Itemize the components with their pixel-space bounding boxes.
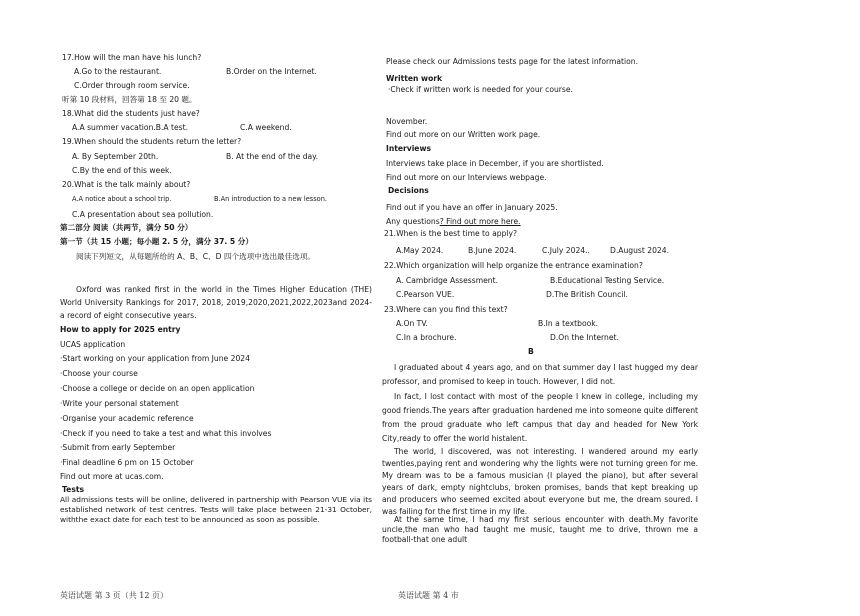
q18-options-ab: A.A summer vacation.B.A test.: [72, 123, 189, 132]
q20-option-a: A.A notice about a school trip.: [72, 195, 172, 203]
section1-title: 第一节（共 15 小题；每小题 2. 5 分，满分 37. 5 分）: [60, 237, 253, 246]
q22-stem: 22.Which organization will help organize the entrance examination?: [384, 261, 643, 270]
q21-option-c: C.July 2024..: [542, 246, 590, 255]
step-7: ·Submit from early September: [60, 443, 176, 452]
q22-option-d: D.The British Council.: [546, 290, 628, 299]
q20-stem: 20.What is the talk mainly about?: [62, 180, 191, 189]
step-1: ·Start working on your application from June 2024: [60, 354, 250, 363]
part2-title: 第二部分 阅读（共两节，满分 50 分）: [60, 223, 193, 232]
step-5: ·Organise your academic reference: [60, 414, 194, 423]
q21-option-d: D.August 2024.: [610, 246, 669, 255]
written-work-text: ·Check if written work is needed for your course.: [388, 85, 573, 94]
q21-stem: 21.When is the best time to apply?: [384, 229, 518, 238]
q18-option-c: C.A weekend.: [240, 123, 292, 132]
passage-b-paragraph-1: I graduated about 4 years ago, and on that summer day I last hugged my dear professor, and promised to keep in touch. However, I did not.: [382, 363, 698, 386]
how-to-apply-heading: How to apply for 2025 entry: [60, 325, 181, 334]
footer-page-right: 英语试题 第 4 市: [398, 591, 459, 600]
q23-option-b: B.In a textbook.: [538, 319, 599, 328]
q22-option-b: B.Educational Testing Service.: [550, 276, 665, 285]
q18-stem: 18.What did the students just have?: [62, 109, 200, 118]
q17-stem: 17.How will the man have his lunch?: [62, 53, 202, 62]
footer-page-left: 英语试题 第 3 页（共 12 页）: [60, 591, 168, 600]
q20-option-c: C.A presentation about sea pollution.: [72, 210, 214, 219]
q23-stem: 23.Where can you find this text?: [384, 305, 508, 314]
q17-option-b: B.Order on the Internet.: [226, 67, 317, 76]
passage-b-paragraph-2: In fact, I lost contact with most of the people I knew in college, including my good friends.The years after graduation hardened me into someone quite different from the proud graduate who left campus that day and headed for New York City,ready to offer the world histalent.: [382, 392, 698, 443]
q19-option-a: A. By September 20th.: [72, 152, 159, 161]
q22-option-a: A. Cambridge Assessment.: [396, 276, 498, 285]
ucas-link[interactable]: Find out more at ucas.com.: [60, 472, 164, 481]
q22-option-c: C.Pearson VUE.: [396, 290, 455, 299]
section1-instruction: 阅读下列短文，从每题所给的 A、B、C、D 四个选项中选出最佳选项。: [76, 252, 316, 261]
q17-option-c: C.Order through room service.: [74, 81, 190, 90]
q20-option-b: B.An introduction to a new lesson.: [214, 195, 327, 203]
any-questions-line: [386, 217, 521, 227]
step-2: ·Choose your course: [60, 369, 138, 378]
decisions-text: Find out if you have an offer in January 2025.: [386, 203, 558, 212]
q19-option-c: C.By the end of this week.: [72, 166, 172, 175]
november-text: November.: [386, 117, 428, 126]
passage-b-paragraph-4: At the same time, I had my first serious encounter with death.My favorite uncle,the man who had taught me music, taught me to drive, thrown me a football-that one adult: [382, 515, 698, 544]
passage-a-intro: Oxford was ranked first in the world in the Times Higher Education (THE) World University Rankings for 2017, 2018, 2019,2020,2021,2022,2023and 2024-a record of eight consecutive years.: [60, 285, 372, 320]
q17-option-a: A.Go to the restaurant.: [74, 67, 162, 76]
q21-option-b: B.June 2024.: [468, 246, 517, 255]
written-work-heading: Written work: [386, 74, 443, 83]
any-questions-text: Any questions: [386, 217, 440, 226]
q19-option-b: B. At the end of the day.: [226, 152, 318, 161]
passage-b-label: B: [528, 347, 534, 356]
written-work-link[interactable]: Find out more on our Written work page.: [386, 130, 541, 139]
ucas-heading: UCAS application: [60, 340, 126, 349]
q23-option-a: A.On TV.: [396, 319, 428, 328]
step-8: ·Final deadline 6 pm on 15 October: [60, 458, 194, 467]
instruction-18-20: 听第 10 段材料，回答第 18 至 20 题。: [62, 95, 197, 104]
tests-text: All admissions tests will be online, delivered in partnership with Pearson VUE via its established network of test centres. Tests will take place between 21-31 October, withthe exact date for each test to be announced as soon as possible.: [60, 495, 372, 524]
step-4: ·Write your personal statement: [60, 399, 179, 408]
admissions-tests-line: Please check our Admissions tests page for the latest information.: [386, 57, 639, 66]
q23-option-c: C.In a brochure.: [396, 333, 457, 342]
find-out-more-link[interactable]: ? Find out more here.: [439, 217, 521, 226]
interviews-heading: Interviews: [386, 144, 431, 153]
interviews-text: Interviews take place in December, if you are shortlisted.: [386, 159, 604, 168]
step-3: ·Choose a college or decide on an open application: [60, 384, 255, 393]
tests-heading: Tests: [62, 485, 84, 494]
passage-b-paragraph-3: The world, I discovered, was not interesting. I wandered around my early twenties,paying rent and wondering why the lights were not turning green for me. My dream was to be a famous musician (I played the piano), but after several years of dark, empty nightclubs, broken promises, bands that kept breaking up and producers who seemed excited about everyone but me, the dream soured. I was failing for the first time in my life.: [382, 447, 698, 516]
decisions-heading: Decisions: [388, 186, 429, 195]
q19-stem: 19.When should the students return the letter?: [62, 137, 242, 146]
q23-option-d: D.On the Internet.: [550, 333, 619, 342]
step-6: ·Check if you need to take a test and what this involves: [60, 429, 272, 438]
q21-option-a: A.May 2024.: [396, 246, 444, 255]
interviews-link[interactable]: Find out more on our Interviews webpage.: [386, 173, 547, 182]
